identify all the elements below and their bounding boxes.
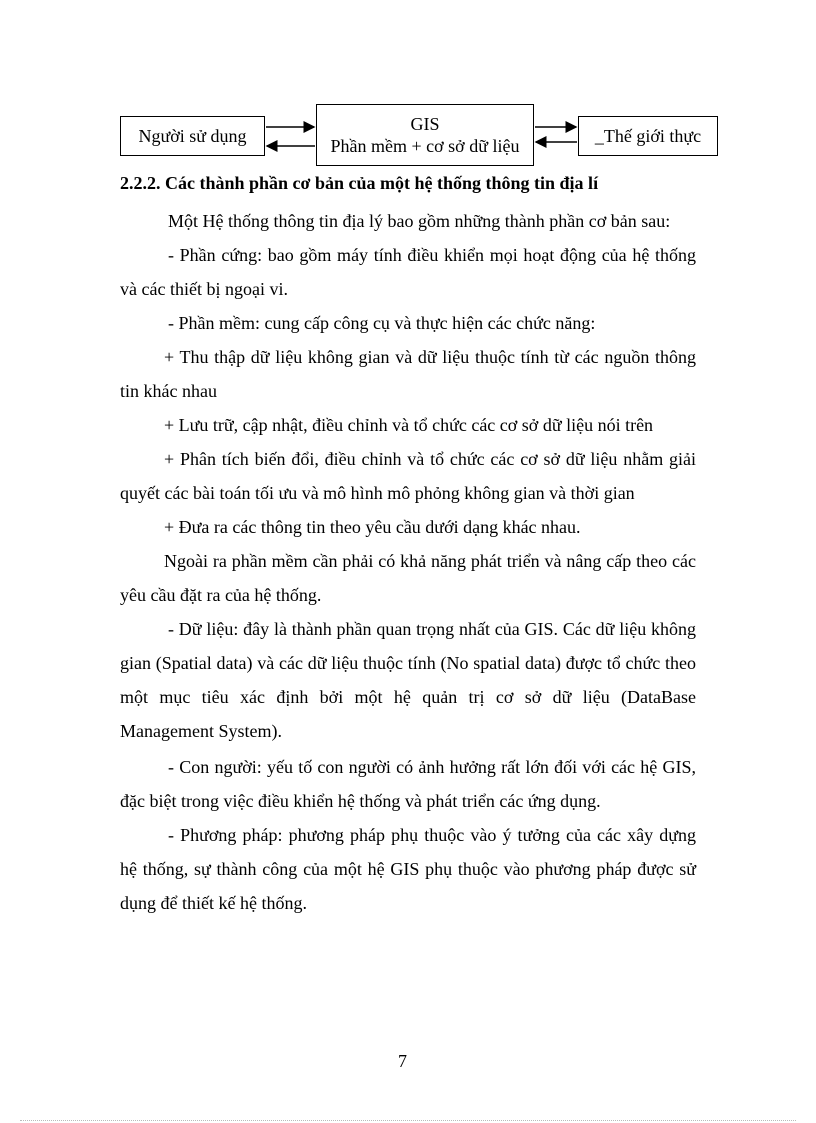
paragraph-software-item-3: + Phân tích biến đổi, điều chỉnh và tổ chức các cơ sở dữ liệu nhằm giải quyết các bài toán tối ưu và mô hình mô phỏng không gian và thời gian bbox=[120, 449, 696, 503]
paragraph-intro: Một Hệ thống thông tin địa lý bao gồm những thành phần cơ bản sau: bbox=[168, 211, 671, 231]
paragraph-software-item-4: + Đưa ra các thông tin theo yêu cầu dưới dạng khác nhau. bbox=[164, 517, 581, 537]
gis-box-title: GIS bbox=[410, 114, 440, 134]
page-bottom-divider bbox=[20, 1120, 796, 1121]
gis-box bbox=[316, 104, 534, 166]
user-box bbox=[120, 116, 265, 156]
page-number: 7 bbox=[398, 1051, 407, 1071]
paragraph-hardware: - Phần cứng: bao gồm máy tính điều khiển mọi hoạt động của hệ thống và các thiết bị ngoại vi. bbox=[120, 245, 696, 299]
paragraph-software-extra: Ngoài ra phần mềm cần phải có khả năng phát triển và nâng cấp theo các yêu cầu đặt ra của hệ thống. bbox=[120, 551, 696, 605]
real-world-box bbox=[578, 116, 718, 156]
section-heading: 2.2.2. Các thành phần cơ bản của một hệ thống thông tin địa lí bbox=[120, 173, 599, 193]
paragraph-software: - Phần mềm: cung cấp công cụ và thực hiện các chức năng: bbox=[168, 313, 596, 333]
gis-diagram bbox=[0, 0, 816, 170]
paragraph-software-item-1: + Thu thập dữ liệu không gian và dữ liệu thuộc tính từ các nguồn thông tin khác nhau bbox=[120, 347, 696, 401]
paragraph-data: - Dữ liệu: đây là thành phần quan trọng nhất của GIS. Các dữ liệu không gian (Spatial data) và các dữ liệu thuộc tính (No spatial data) được tổ chức theo một mục tiêu xác định bởi một hệ quản trị cơ sở dữ liệu (DataBase Management System). bbox=[120, 619, 696, 741]
paragraph-people: - Con người: yếu tố con người có ảnh hưởng rất lớn đối với các hệ GIS, đặc biệt trong việc điều khiển hệ thống và phát triển các ứng dụng. bbox=[120, 757, 696, 811]
user-box-label: Người sử dụng bbox=[138, 126, 247, 146]
gis-box-subtitle: Phần mềm + cơ sở dữ liệu bbox=[330, 136, 520, 156]
real-world-box-label: _Thế giới thực bbox=[594, 126, 702, 146]
paragraph-method: - Phương pháp: phương pháp phụ thuộc vào ý tưởng của các xây dựng hệ thống, sự thành công của một hệ GIS phụ thuộc vào phương pháp được sử dụng để thiết kế hệ thống. bbox=[120, 825, 696, 913]
paragraph-software-item-2: + Lưu trữ, cập nhật, điều chỉnh và tổ chức các cơ sở dữ liệu nói trên bbox=[164, 415, 654, 435]
